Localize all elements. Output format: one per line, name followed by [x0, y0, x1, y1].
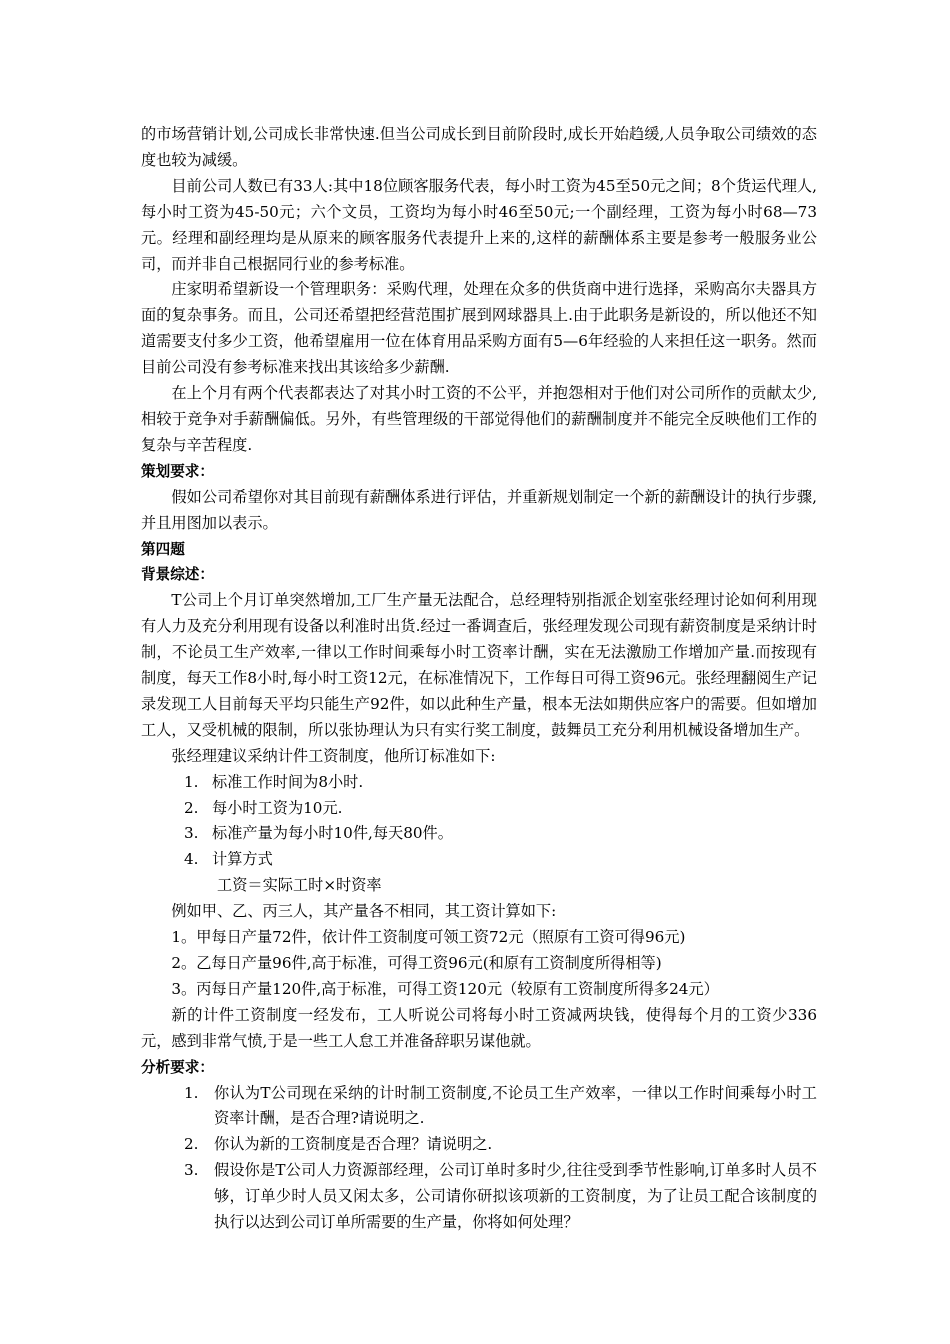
heading-question-four: 第四题: [141, 540, 185, 558]
list-item: [141, 821, 817, 847]
list-item: [141, 796, 817, 822]
list-item: [141, 1081, 817, 1133]
heading-analysis-requirements: 分析要求：: [141, 1058, 214, 1076]
paragraph-staff-wages: 目前公司人数已有33人:其中18位顾客服务代表，每小时工资为45至50元之间；8个货运代理人,每小时工资为45-50元；六个文员，工资均为每小时46至50元;一个副经理，工资为每小时68—73元。经理和副经理均是从原来的顾客服务代表提升上来的,这样的薪酬体系主要是参考一般服务业公司，而并非自己根据同行业的参考标准。: [141, 176, 817, 273]
paragraph-intro-continued: 的市场营销计划,公司成长非常快速.但当公司成长到目前阶段时,成长开始趋缓,人员争取公司绩效的态度也较为减缓。: [141, 125, 817, 169]
paragraph-proposal-intro: 张经理建议采纳计件工资制度，他所订标准如下:: [171, 746, 496, 765]
analysis-questions-list: [141, 1081, 817, 1236]
list-item-number: 3.: [184, 824, 199, 843]
list-item-number: 3.: [184, 1161, 199, 1180]
paragraph-result: 新的计件工资制度一经发布，工人听说公司将每小时工资减两块钱，使得每个月的工资少336元，感到非常气愤,于是一些工人怠工并准备辞职另谋他就。: [141, 1005, 817, 1050]
heading-background: 背景综述：: [141, 566, 214, 584]
list-item: [141, 1132, 817, 1158]
paragraph-purchasing-agent: 庄家明希望新设一个管理职务：采购代理，处理在众多的供货商中进行选择，采购高尔夫器具方面的复杂事务。而且，公司还希望把经营范围扩展到网球器具上.由于此职务是新设的，所以他还不知道需要支付多少工资，他希望雇用一位在体育用品采购方面有5—6年经验的人来担任这一职务。然而目前公司没有参考标准来找出其该给多少薪酬.: [141, 280, 817, 377]
paragraph-complaints: 在上个月有两个代表都表达了对其小时工资的不公平，并抱怨相对于他们对公司所作的贡献太少,相较于竞争对手薪酬偏低。另外，有些管理级的干部觉得他们的薪酬制度并不能完全反映他们工作的复杂与辛苦程度.: [141, 384, 817, 454]
standards-list: [141, 770, 817, 874]
list-item-text: 每小时工资为10元.: [212, 798, 343, 817]
list-item: [141, 847, 817, 873]
list-item-number: 4.: [184, 850, 199, 869]
paragraph-example-intro: 例如甲、乙、丙三人，其产量各不相同，其工资计算如下:: [171, 902, 557, 921]
list-item: [141, 1158, 817, 1236]
list-item-text: 标准工作时间为8小时.: [212, 772, 364, 791]
example-line: 2。乙每日产量96件,高于标准，可得工资96元(和原有工资制度所得相等): [171, 954, 662, 972]
list-item-text: 假设你是T公司人力资源部经理，公司订单时多时少,往往受到季节性影响,订单多时人员不够，订单少时人员又闲太多，公司请你研拟该项新的工资制度，为了让员工配合该制度的执行以达到公司订单所需要的生产量，你将如何处理？: [214, 1161, 817, 1232]
example-line: 3。丙每日产量120件,高于标准，可得工资120元（较原有工资制度所得多24元）: [171, 979, 719, 998]
paragraph-background: T公司上个月订单突然增加,工厂生产量无法配合，总经理特别指派企划室张经理讨论如何利用现有人力及充分利用现有设备以利准时出货.经过一番调查后，张经理发现公司现有薪资制度是采纳计时制，不论员工生产效率,一律以工作时间乘每小时工资率计酬，实在无法激励工作增加产量.而按现有制度，每天工作8小时,每小时工资12元，在标准情况下，工作每日可得工资96元。张经理翻阅生产记录发现工人目前每天平均只能生产92件，如以此种生产量，根本无法如期供应客户的需要。但如增加工人，又受机械的限制，所以张协理认为只有实行奖工制度，鼓舞员工充分利用机械设备增加生产。: [141, 591, 817, 739]
list-item: [141, 770, 817, 796]
list-item-text: 计算方式: [212, 850, 273, 869]
list-item-number: 1.: [184, 1083, 199, 1102]
list-item-text: 你认为新的工资制度是否合理？请说明之.: [214, 1135, 493, 1154]
document-page: [141, 122, 817, 1236]
list-item-number: 1.: [184, 772, 199, 791]
list-item-number: 2.: [184, 798, 199, 817]
list-item-text: 你认为T公司现在采纳的计时制工资制度,不论员工生产效率，一律以工作时间乘每小时工资率计酬，是否合理?请说明之.: [214, 1083, 817, 1128]
wage-formula: 工资＝实际工时×时资率: [217, 876, 382, 895]
example-line: 1。甲每日产量72件，依计件工资制度可领工资72元（照原有工资可得96元): [171, 928, 686, 947]
list-item-text: 标准产量为每小时10件,每天80件。: [212, 824, 453, 843]
heading-plan-requirements: 策划要求：: [141, 462, 214, 480]
list-item-number: 2.: [184, 1135, 199, 1154]
paragraph-plan-text: 假如公司希望你对其目前现有薪酬体系进行评估，并重新规划制定一个新的薪酬设计的执行步骤,并且用图加以表示。: [141, 487, 817, 532]
